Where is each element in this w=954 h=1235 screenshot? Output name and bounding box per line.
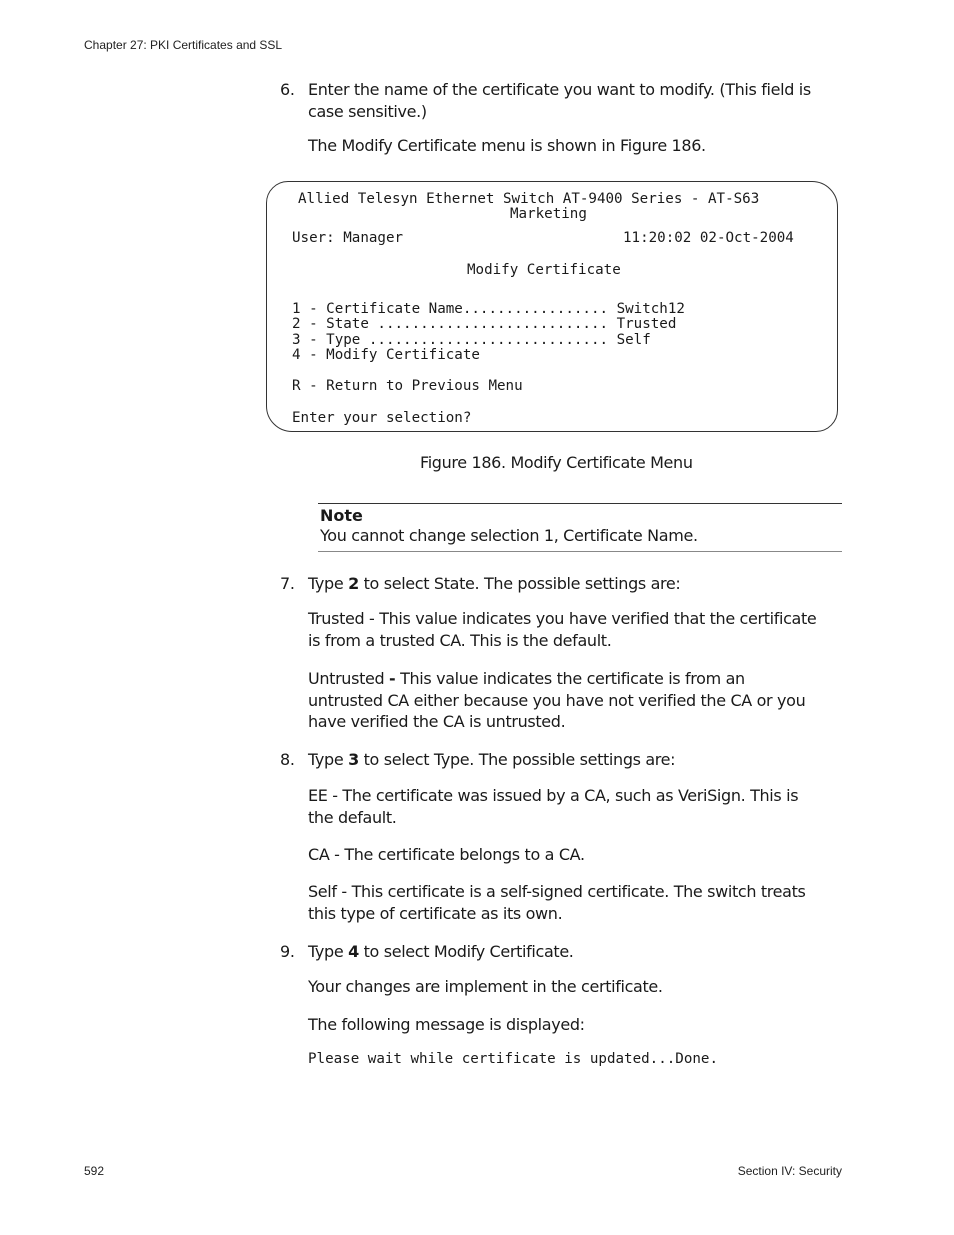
key-2: 2 <box>348 574 359 593</box>
figure-caption: Figure 186. Modify Certificate Menu <box>420 453 693 472</box>
running-header: Chapter 27: PKI Certificates and SSL <box>84 38 283 52</box>
paragraph-following: The following message is displayed: <box>308 1015 585 1034</box>
menu-item-return: R - Return to Previous Menu <box>292 378 523 394</box>
paragraph-shown-in: The Modify Certificate menu is shown in Figure 186. <box>308 136 706 155</box>
note-box <box>318 503 842 552</box>
terminal-prompt: Enter your selection? <box>292 410 472 426</box>
paragraph-ca: CA - The certificate belongs to a CA. <box>308 845 585 864</box>
step-number: 6. <box>280 80 295 99</box>
step-text: Enter the name of the certificate you want to modify. (This field is case sensitive.) <box>308 80 811 121</box>
paragraph-changes: Your changes are implement in the certificate. <box>308 977 663 996</box>
terminal-menu-title: Modify Certificate <box>467 262 621 278</box>
terminal-subtitle: Marketing <box>510 206 587 222</box>
key-3: 3 <box>348 750 359 769</box>
step-number: 7. <box>280 574 295 593</box>
paragraph-self: Self - This certificate is a self-signed certificate. The switch treats this type of certificate as its own. <box>308 882 806 923</box>
terminal-screen <box>266 181 838 432</box>
paragraph-ee: EE - The certificate was issued by a CA, such as VeriSign. This is the default. <box>308 786 799 827</box>
step-text: Type 2 to select State. The possible settings are: <box>308 574 681 593</box>
paragraph-untrusted: Untrusted - This value indicates the certificate is from an untrusted CA either because you have not verified the CA or you have verified the CA is untrusted. <box>308 669 806 731</box>
status-message: Please wait while certificate is updated...Done. <box>308 1051 718 1067</box>
terminal-title: Allied Telesyn Ethernet Switch AT-9400 Series - AT-S63 <box>298 191 760 207</box>
menu-item-state: 2 - State ........................... Trusted <box>292 316 677 332</box>
page-number: 592 <box>84 1164 105 1178</box>
step-number: 9. <box>280 942 295 961</box>
step-text: Type 3 to select Type. The possible settings are: <box>308 750 676 769</box>
menu-item-type: 3 - Type ............................ Self <box>292 332 651 348</box>
note-text: You cannot change selection 1, Certificate Name. <box>320 526 698 545</box>
running-footer-section: Section IV: Security <box>737 1164 842 1178</box>
terminal-timestamp: 11:20:02 02-Oct-2004 <box>623 230 794 246</box>
paragraph-trusted: Trusted - This value indicates you have verified that the certificate is from a trusted CA. This is the default. <box>308 609 817 650</box>
terminal-user: User: Manager <box>292 230 404 246</box>
step-text: Type 4 to select Modify Certificate. <box>308 942 574 961</box>
note-label: Note <box>320 506 363 525</box>
menu-item-certificate-name: 1 - Certificate Name................. Switch12 <box>292 301 685 317</box>
menu-item-modify-certificate: 4 - Modify Certificate <box>292 347 480 363</box>
step-number: 8. <box>280 750 295 769</box>
key-4: 4 <box>348 942 359 961</box>
